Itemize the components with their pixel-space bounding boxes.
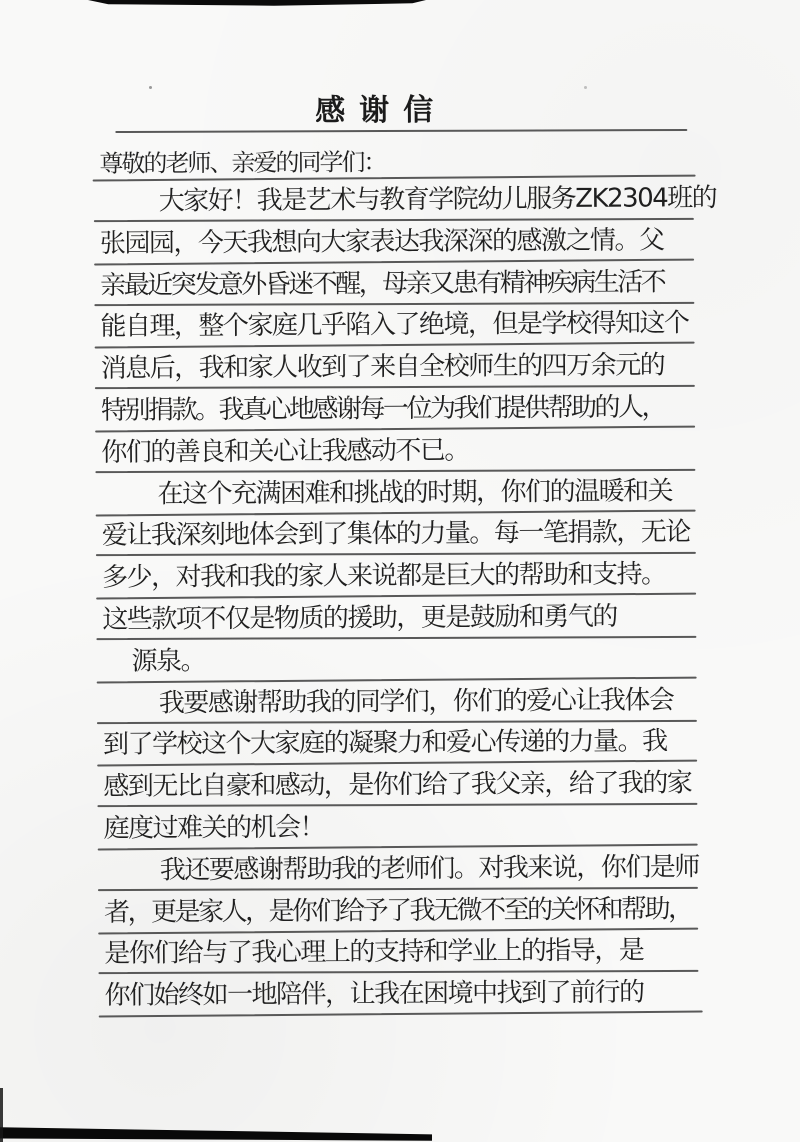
letter-line: 消息后，我和家人收到了来自全校师生的四万余元的 [100, 350, 665, 384]
letter-line: 我要感谢帮助我的同学们，你们的爱心让我体会 [158, 685, 674, 719]
letter-line: 爱让我深刻地体会到了集体的力量。每一笔捐款，无论 [101, 517, 690, 551]
letter-line: 到了学校这个大家庭的凝聚力和爱心传递的力量。我 [102, 726, 667, 760]
ruled-line [95, 385, 695, 389]
ruled-line [96, 636, 696, 640]
letter-line: 亲最近突发意外昏迷不醒，母亲又患有精神疾病生活不 [100, 267, 665, 301]
letter-line: 庭度过难关的机会！ [103, 812, 325, 844]
letter-line: 这些款项不仅是物质的援助，更是鼓励和勇气的 [102, 601, 617, 635]
letter-line: 在这个充满困难和挑战的时期，你们的温暖和关 [157, 476, 673, 510]
letter-line: 者，更是家人，是你们给予了我无微不至的关怀和帮助， [103, 894, 692, 928]
letter-line: 我还要感谢帮助我的老师们。对我来说，你们是师 [159, 852, 699, 886]
letter-line: 你们始终如一地陪伴，让我在困境中找到了前行的 [104, 977, 644, 1011]
letter-line: 你们的善良和关心让我感动不已。 [101, 435, 469, 468]
ruled-line [97, 803, 697, 807]
ruled-line [95, 469, 695, 473]
ruled-line [96, 552, 696, 556]
ruled-line [94, 302, 694, 306]
letter-line: 源泉。 [131, 646, 206, 677]
letter-title: 感谢信 [315, 92, 448, 129]
letter-salutation: 尊敬的老师、亲爱的同学们： [99, 148, 386, 178]
ruled-line [98, 970, 698, 974]
ruled-line [94, 218, 694, 222]
letter-line: 多少，对我和我的家人来说都是巨大的帮助和支持。 [101, 559, 666, 593]
ruled-line [115, 129, 687, 133]
ruled-line [98, 887, 698, 891]
letter-line: 特别捐款。我真心地感谢每一位为我们提供帮助的人， [100, 392, 666, 426]
ruled-line [97, 720, 697, 724]
letter-line: 张园园，今天我想向大家表达我深深的感激之情。父 [99, 225, 664, 259]
letter-line: 能自理，整个家庭几乎陷入了绝境，但是学校得知这个 [100, 308, 689, 342]
letter-line: 是你们给与了我心理上的支持和学业上的指导，是 [104, 935, 644, 969]
letter-line: 大家好！我是艺术与教育学院幼儿服务ZK2304班的 [158, 183, 717, 217]
letter-line: 感到无比自豪和感动，是你们给了我父亲，给了我的家 [103, 768, 692, 802]
